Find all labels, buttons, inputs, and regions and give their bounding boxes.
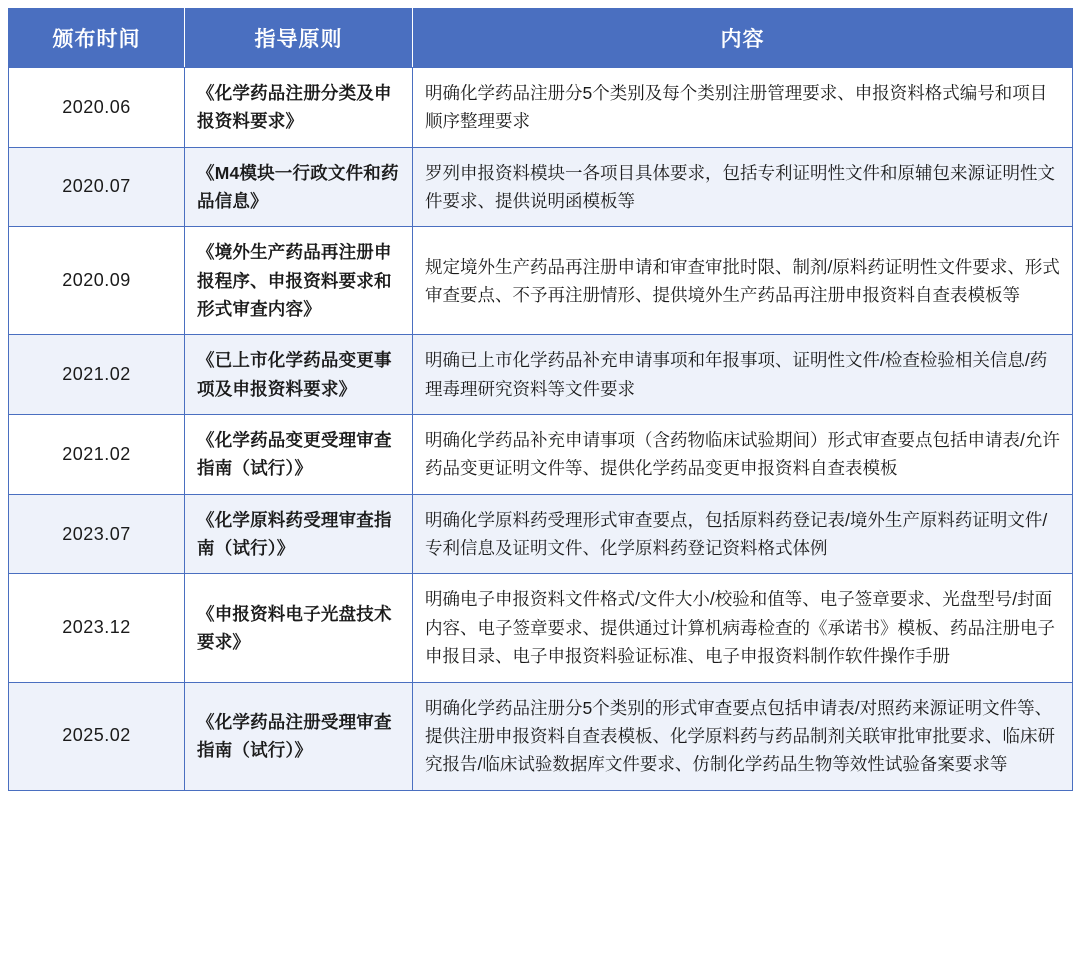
cell-content: 罗列申报资料模块一各项目具体要求，包括专利证明性文件和原辅包来源证明性文件要求、提供说明函模板等 — [413, 147, 1073, 227]
cell-content: 规定境外生产药品再注册申请和审查审批时限、制剂/原料药证明性文件要求、形式审查要点、不予再注册情形、提供境外生产药品再注册申报资料自查表模板等 — [413, 227, 1073, 335]
cell-date: 2020.07 — [9, 147, 185, 227]
column-header-title: 指导原则 — [185, 9, 413, 68]
cell-title: 《境外生产药品再注册申报程序、申报资料要求和形式审查内容》 — [185, 227, 413, 335]
table-row — [9, 574, 1073, 682]
cell-title: 《已上市化学药品变更事项及申报资料要求》 — [185, 335, 413, 415]
table-header-row — [9, 9, 1073, 68]
cell-content: 明确化学药品注册分5个类别的形式审查要点包括申请表/对照药来源证明文件等、提供注册申报资料自查表模板、化学原料药与药品制剂关联审批审批要求、临床研究报告/临床试验数据库文件要求、仿制化学药品生物等效性试验备案要求等 — [413, 682, 1073, 790]
cell-content: 明确化学原料药受理形式审查要点，包括原料药登记表/境外生产原料药证明文件/专利信息及证明文件、化学原料药登记资料格式体例 — [413, 494, 1073, 574]
cell-title: 《化学药品注册分类及申报资料要求》 — [185, 68, 413, 148]
cell-date: 2025.02 — [9, 682, 185, 790]
table-row — [9, 68, 1073, 148]
cell-date: 2021.02 — [9, 415, 185, 495]
cell-title: 《化学药品注册受理审查指南（试行）》 — [185, 682, 413, 790]
cell-content: 明确化学药品注册分5个类别及每个类别注册管理要求、申报资料格式编号和项目顺序整理要求 — [413, 68, 1073, 148]
table-row — [9, 335, 1073, 415]
cell-title: 《申报资料电子光盘技术要求》 — [185, 574, 413, 682]
cell-content: 明确化学药品补充申请事项（含药物临床试验期间）形式审查要点包括申请表/允许药品变更证明文件等、提供化学药品变更申报资料自查表模板 — [413, 415, 1073, 495]
column-header-date: 颁布时间 — [9, 9, 185, 68]
cell-title: 《M4模块一行政文件和药品信息》 — [185, 147, 413, 227]
cell-date: 2021.02 — [9, 335, 185, 415]
cell-title: 《化学原料药受理审查指南（试行）》 — [185, 494, 413, 574]
cell-date: 2020.06 — [9, 68, 185, 148]
cell-content: 明确电子申报资料文件格式/文件大小/校验和值等、电子签章要求、光盘型号/封面内容、电子签章要求、提供通过计算机病毒检查的《承诺书》模板、药品注册电子申报目录、电子申报资料验证标准、电子申报资料制作软件操作手册 — [413, 574, 1073, 682]
table-row — [9, 415, 1073, 495]
table-row — [9, 494, 1073, 574]
cell-date: 2020.09 — [9, 227, 185, 335]
table-body — [9, 68, 1073, 791]
guideline-table — [8, 8, 1073, 791]
cell-date: 2023.07 — [9, 494, 185, 574]
table-header — [9, 9, 1073, 68]
cell-title: 《化学药品变更受理审查指南（试行）》 — [185, 415, 413, 495]
table-row — [9, 147, 1073, 227]
table-row — [9, 682, 1073, 790]
cell-content: 明确已上市化学药品补充申请事项和年报事项、证明性文件/检查检验相关信息/药理毒理研究资料等文件要求 — [413, 335, 1073, 415]
cell-date: 2023.12 — [9, 574, 185, 682]
table-row — [9, 227, 1073, 335]
column-header-content: 内容 — [413, 9, 1073, 68]
